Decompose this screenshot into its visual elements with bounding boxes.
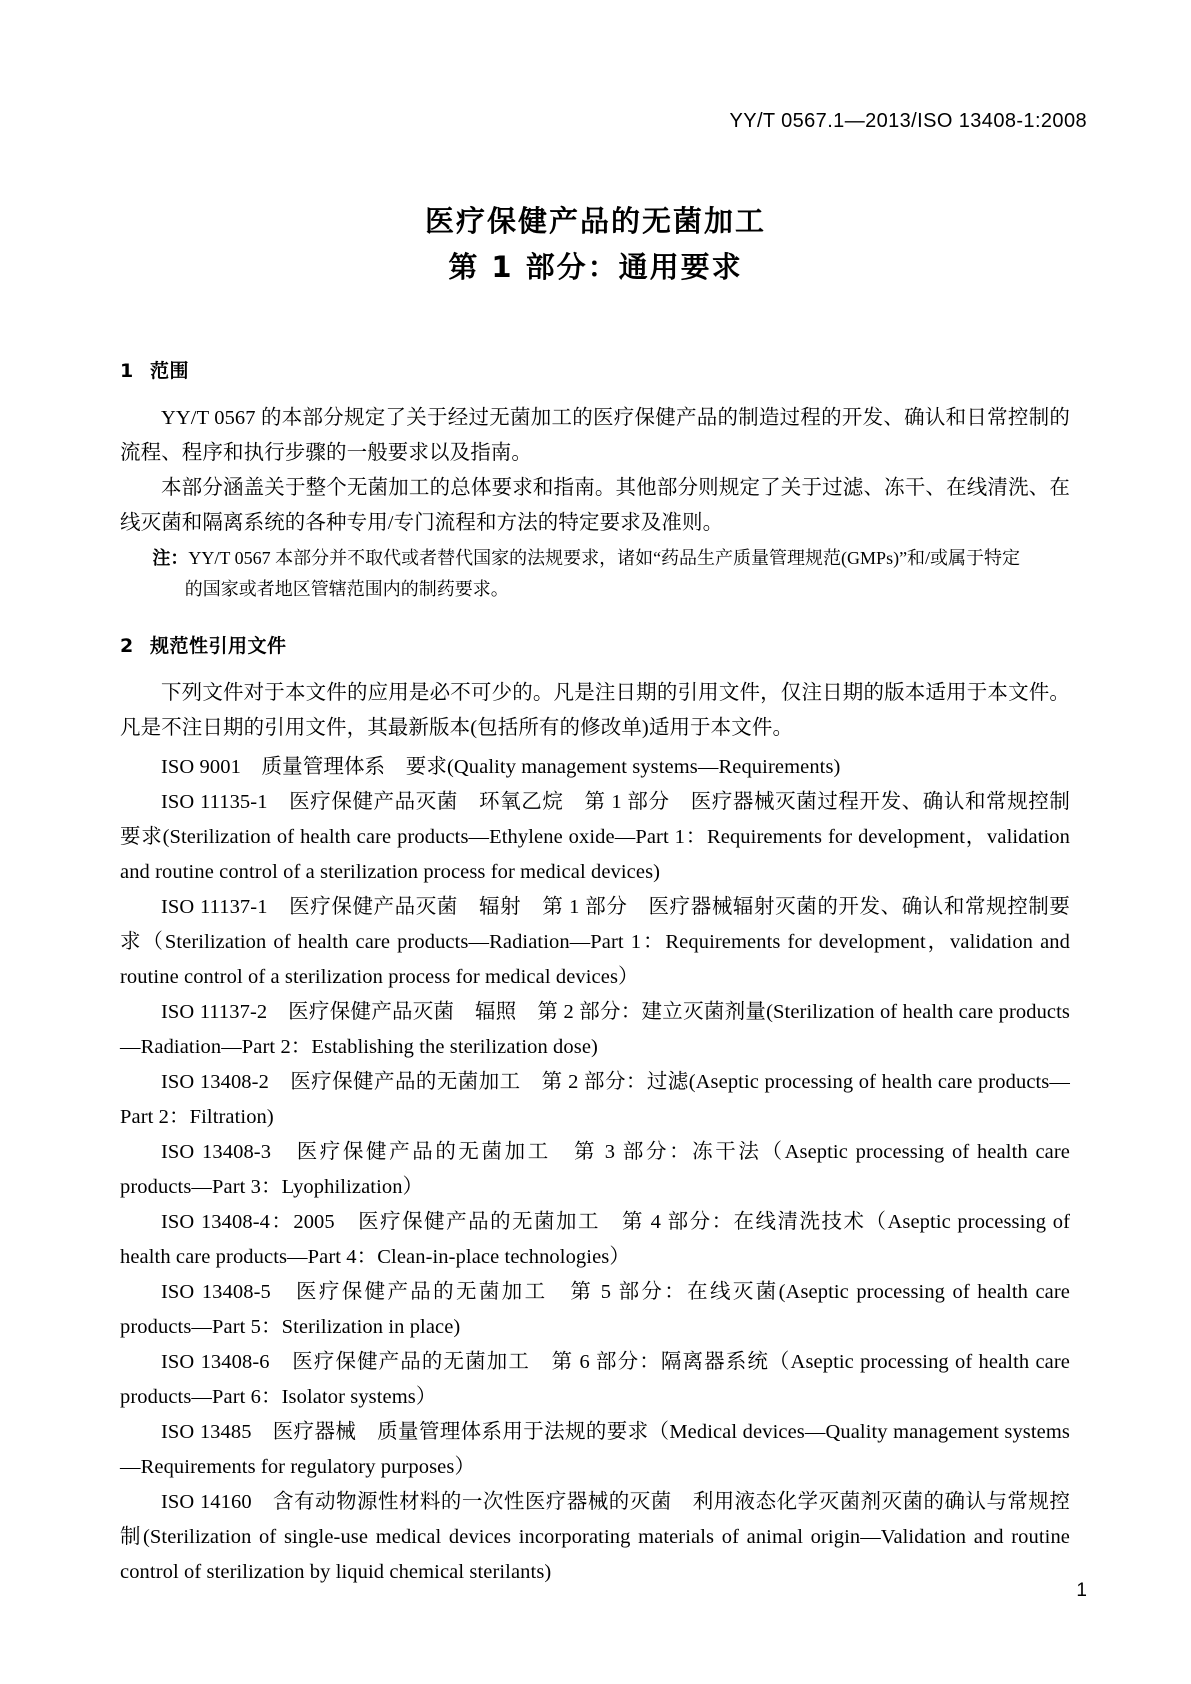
list-item: ISO 9001 质量管理体系 要求(Quality management systems—Requirements) xyxy=(161,756,841,778)
list-item: ISO 11135-1 医疗保健产品灭菌 环氧乙烷 第 1 部分 医疗器械灭菌过程开发、确认和常规控制要求(Sterilization of health care products—Ethylene oxide—Part 1：Requirements for development，validation and routine control of a sterilization process for medical devices) xyxy=(120,791,1070,883)
clause-number-1: 1 xyxy=(120,360,134,382)
list-item: ISO 13408-4：2005 医疗保健产品的无菌加工 第 4 部分：在线清洗技术（Aseptic processing of health care products—Part 4：Clean-in-place technologies） xyxy=(120,1211,1070,1268)
list-item: ISO 14160 含有动物源性材料的一次性医疗器械的灭菌 利用液态化学灭菌剂灭菌的确认与常规控制(Sterilization of single-use medical devices incorporating materials of animal origin—Validation and routine control of sterilization by liquid chemical sterilants) xyxy=(120,1491,1070,1583)
list-item: ISO 13408-3 医疗保健产品的无菌加工 第 3 部分：冻干法（Aseptic processing of health care products—Part 3：Lyophilization） xyxy=(120,1141,1070,1198)
scope-note xyxy=(120,543,1070,574)
title-line-1: 医疗保健产品的无菌加工 xyxy=(424,204,766,238)
note-text: YY/T 0567 本部分并不取代或者替代国家的法规要求，诸如“药品生产质量管理规范(GMPs)”和/或属于特定 xyxy=(188,548,1021,568)
scope-paragraph-2: 本部分涵盖关于整个无菌加工的总体要求和指南。其他部分则规定了关于过滤、冻干、在线清洗、在线灭菌和隔离系统的各种专用/专门流程和方法的特定要求及准则。 xyxy=(120,477,1070,534)
page-header xyxy=(729,110,1087,133)
list-item: ISO 13485 医疗器械 质量管理体系用于法规的要求（Medical devices—Quality management systems—Requirements for regulatory purposes） xyxy=(120,1421,1070,1478)
title-line-2: 第 1 部分：通用要求 xyxy=(448,250,743,284)
clause-heading-2 xyxy=(120,631,1070,658)
list-item: ISO 11137-1 医疗保健产品灭菌 辐射 第 1 部分 医疗器械辐射灭菌的开发、确认和常规控制要求（Sterilization of health care products—Radiation—Part 1：Requirements for development，validation and routine control of a sterilization process for medical devices） xyxy=(120,896,1070,988)
standard-code: YY/T 0567.1—2013/ISO 13408-1:2008 xyxy=(729,110,1087,132)
document-body xyxy=(120,330,1070,1590)
clause-title-1: 范围 xyxy=(150,360,190,382)
list-item: ISO 13408-5 医疗保健产品的无菌加工 第 5 部分：在线灭菌(Aseptic processing of health care products—Part 5：Sterilization in place) xyxy=(120,1281,1070,1338)
list-item: ISO 13408-6 医疗保健产品的无菌加工 第 6 部分：隔离器系统（Aseptic processing of health care products—Part 6：Isolator systems） xyxy=(120,1351,1070,1408)
list-item: ISO 11137-2 医疗保健产品灭菌 辐照 第 2 部分：建立灭菌剂量(Sterilization of health care products—Radiation—Part 2：Establishing the sterilization dose) xyxy=(120,1001,1070,1058)
clause-heading-1 xyxy=(120,356,1070,383)
scope-note-continued: 的国家或者地区管辖范围内的制药要求。 xyxy=(184,579,509,599)
clause-number-2: 2 xyxy=(120,635,134,657)
normative-reference-list xyxy=(120,750,1070,1590)
clause-title-2: 规范性引用文件 xyxy=(150,635,287,657)
normative-intro: 下列文件对于本文件的应用是必不可少的。凡是注日期的引用文件，仅注日期的版本适用于本文件。凡是不注日期的引用文件，其最新版本(包括所有的修改单)适用于本文件。 xyxy=(120,682,1070,739)
list-item: ISO 13408-2 医疗保健产品的无菌加工 第 2 部分：过滤(Aseptic processing of health care products—Part 2：Filtration) xyxy=(120,1071,1070,1128)
document-title xyxy=(0,198,1191,290)
scope-paragraph-1: YY/T 0567 的本部分规定了关于经过无菌加工的医疗保健产品的制造过程的开发、确认和日常控制的流程、程序和执行步骤的一般要求以及指南。 xyxy=(120,407,1070,464)
note-label: 注： xyxy=(152,548,189,568)
page-number: 1 xyxy=(1076,1580,1087,1601)
